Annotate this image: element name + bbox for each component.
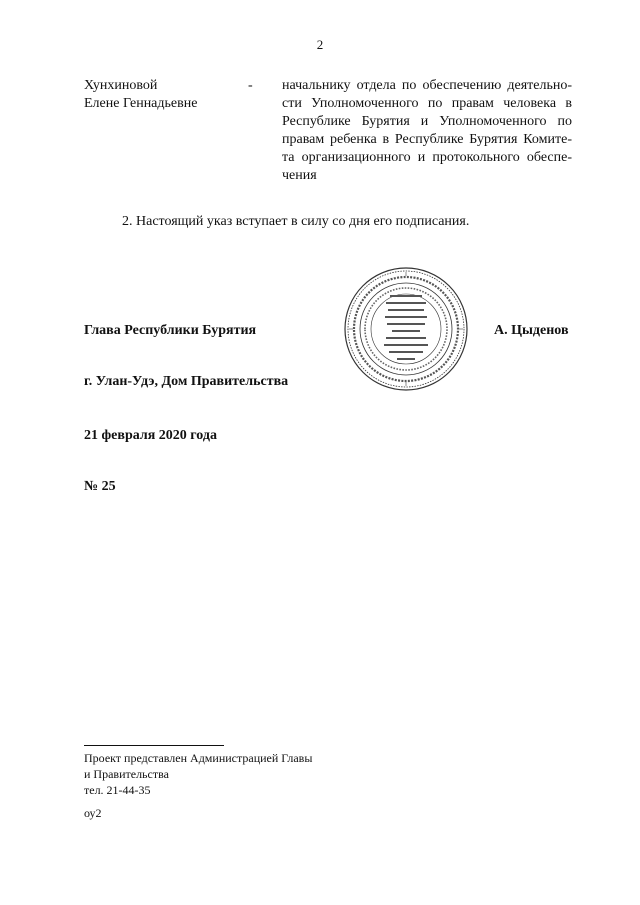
- page-number: 2: [316, 37, 324, 52]
- appointee-name: [84, 77, 197, 113]
- position-line: та организационного и протокольного обеспе-: [282, 150, 572, 165]
- appointee-given-name: Елене Геннадьевне: [84, 96, 198, 111]
- issue-place: г. Улан-Удэ, Дом Правительства: [84, 374, 289, 389]
- footnote-line: Проект представлен Администрацией Главы: [84, 751, 313, 765]
- position-line: правам ребенка в Республике Бурятия Комите-: [282, 132, 572, 147]
- appointee-surname: Хунхиновой: [84, 78, 158, 93]
- clause-2: 2. Настоящий указ вступает в силу со дня его подписания.: [122, 214, 470, 229]
- appointee-position: [282, 77, 572, 185]
- official-seal: [342, 265, 470, 393]
- footnote: [84, 750, 312, 798]
- issue-date: 21 февраля 2020 года: [84, 428, 217, 443]
- footnote-divider: [84, 745, 224, 746]
- footnote-line: тел. 21-44-35: [84, 783, 151, 797]
- signer-name: А. Цыденов: [494, 323, 569, 338]
- position-line: Республике Бурятия и Уполномоченного по: [282, 114, 572, 129]
- appointee-dash: -: [248, 78, 253, 93]
- position-line: сти Уполномоченного по правам человека в: [282, 96, 572, 111]
- document-number: № 25: [84, 479, 116, 494]
- signer-title: Глава Республики Бурятия: [84, 323, 257, 338]
- position-line: чения: [282, 168, 317, 183]
- document-code: оу2: [84, 806, 102, 820]
- position-line: начальнику отдела по обеспечению деятельно-: [282, 78, 572, 93]
- footnote-line: и Правительства: [84, 767, 169, 781]
